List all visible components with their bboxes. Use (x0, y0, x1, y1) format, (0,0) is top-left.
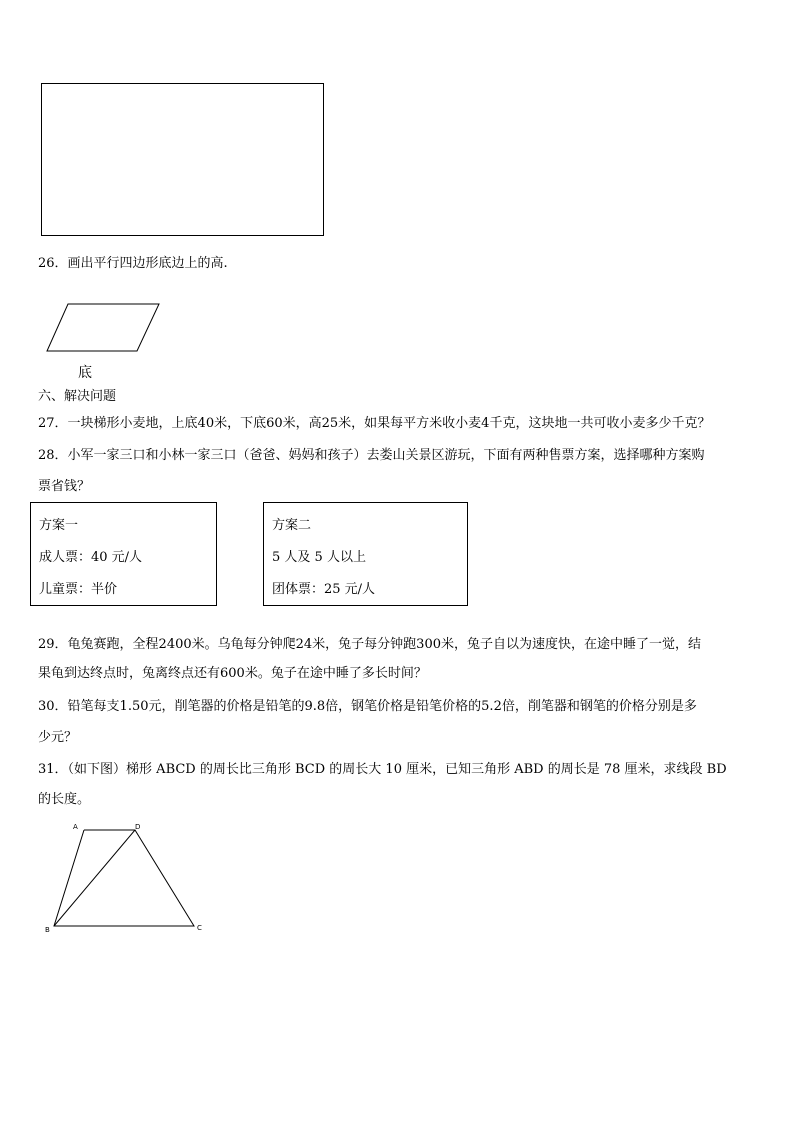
vertex-label-c: C (197, 924, 202, 932)
parallelogram-figure (44, 300, 164, 356)
plan-one-child-price: 儿童票：半价 (39, 582, 118, 597)
question-27: 27．一块梯形小麦地，上底40米，下底60米，高25米，如果每平方米收小麦4千克，这块地一共可收小麦多少千克？ (38, 416, 711, 431)
plan-one-box (30, 502, 217, 606)
plan-two-box (263, 502, 468, 606)
question-31-line1: 31．（如下图）梯形 ABCD 的周长比三角形 BCD 的周长大 10 厘米，已知三角形 ABD 的周长是 78 厘米，求线段 BD (38, 762, 727, 777)
question-28-line2: 票省钱？ (38, 479, 91, 494)
plan-one-adult-price: 成人票：40 元/人 (39, 550, 143, 565)
diagonal-bd (54, 830, 135, 926)
vertex-label-a: A (73, 823, 78, 831)
question-28-line1: 28．小军一家三口和小林一家三口（爸爸、妈妈和孩子）去娄山关景区游玩，下面有两种售票方案，选择哪种方案购 (38, 448, 705, 463)
vertex-label-b: B (45, 926, 50, 934)
question-31-line2: 的长度。 (38, 792, 91, 807)
plan-two-condition: 5 人及 5 人以上 (272, 550, 366, 565)
question-29-line1: 29．龟兔赛跑，全程2400米。乌龟每分钟爬24米，兔子每分钟跑300米，兔子自以为速度快，在途中睡了一觉，结 (38, 637, 701, 652)
plan-two-group-price: 团体票：25 元/人 (272, 582, 376, 597)
plan-two-title: 方案二 (272, 518, 312, 533)
section-title: 六、解决问题 (38, 389, 117, 404)
plan-one-title: 方案一 (39, 518, 79, 533)
question-29-line2: 果龟到达终点时，兔离终点还有600米。兔子在途中睡了多长时间？ (38, 666, 427, 681)
vertex-label-d: D (135, 823, 141, 831)
question-30-line1: 30．铅笔每支1.50元，削笔器的价格是铅笔的9.8倍，钢笔价格是铅笔价格的5.2倍，削笔器和钢笔的价格分别是多 (38, 699, 697, 714)
parallelogram-shape (47, 304, 159, 351)
base-label: 底 (78, 365, 92, 381)
question-26: 26．画出平行四边形底边上的高. (38, 256, 228, 271)
question-30-line2: 少元？ (38, 730, 78, 745)
trapezoid-figure (40, 818, 215, 938)
trapezoid-outline (54, 830, 194, 926)
answer-drawing-box (41, 83, 324, 236)
